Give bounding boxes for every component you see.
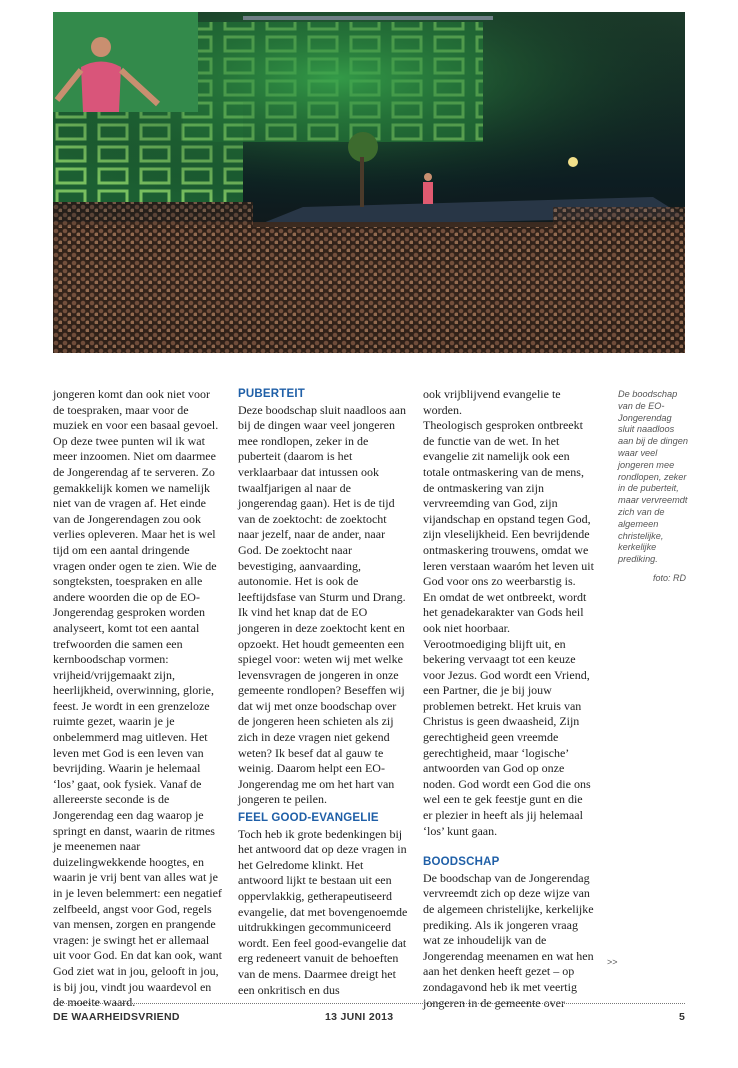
column-2-text-2: Toch heb ik grote bedenkingen bij het antwoord dat op deze vragen in het Gelredome klinkt. Het antwoord lijkt te bestaan uit een oppervlakkig, getherapeutiseerd evangelie, dat met bovengenoemde uitdrukkingen gecommuniceerd wordt. Een feel good-evangelie dat erg redeneert vanuit de behoeften van de mens. Daarmee dreigt het een onkritisch en dus [238,826,408,997]
article-column-1 [53,387,223,1011]
footer-page-number: 5 [679,1011,686,1023]
footer-magazine: DE WAARHEIDSVRIEND [53,1011,180,1023]
photo-credit: foto: RD [652,573,686,583]
column-3-text-2: Theologisch gesproken ontbreekt de functie van de wet. In het evangelie zit namelijk ook een totale ontmaskering van de mens, de ontmaskering van zijn vervreemding van God, zijn vijandschap en opstand tegen God, zijn vleselijkheid. Een bevrijdende ontmaskering trouwens, omdat we leren verstaan waaróm het leven uit God voor ons zo weerbarstig is. [423,418,594,589]
column-3-text-3: En omdat de wet ontbreekt, wordt het genadekarakter van Gods heil ook niet hoorbaar. Verootmoediging blijft uit, en bekering vervaagt tot een keuze voor Jezus. God wordt een Vriend, een Partner, die je bij jouw problemen betrekt. Het kruis van Christus is geen dwaasheid, Zijn gerechtigheid geen vreemde gerechtigheid, maar ‘logische’ antwoorden van God op onze noden. God wordt een God die ons wel een te gek feestje gunt en die er plezier in heeft als jij helemaal ‘los’ kunt gaan. [423,589,591,838]
column-3-text-4: De boodschap van de Jongerendag vervreemdt zich op deze wijze van de algemeen christelijke, kerkelijke prediking. Als ik jongeren vraag wat ze inhoudelijk van de Jongerendag meenamen en wat hen aan het denken heeft gezet – op zondagavond heb ik met veertig jongeren in de gemeente over [423,870,594,1010]
heading-boodschap: BOODSCHAP [423,856,500,869]
column-2-text-1: Deze boodschap sluit naadloos aan bij de dingen waar veel jongeren mee rondlopen, zeker in de puberteit (daarom is het verklaarbaar dat intussen ook twaalfjarigen al naar de jongerendag gaan). Het is de tijd van de zoektocht: de zoektocht naar jezelf, naar de ander, naar God. De zoektocht naar bevestiging, aanvaarding, autonomie. Het is ook de leeftijdsfase van Sturm und Drang. Ik vind het knap dat de EO jongeren in deze zoektocht kent en opzoekt. Het houdt gemeenten een spiegel voor: weten wij met welke levensvragen de jongeren in onze gemeente rondlopen? Beseffen wij dat wij met onze boodschap over de jongeren heen schieten als zij zich in deze vragen niet gekend weten? Ik besef dat al gauw te weinig. Daarom helpt een EO-Jongerendag me om het hart van jongeren te peilen. [238,402,406,807]
stage-photo [53,12,685,353]
heading-puberteit: PUBERTEIT [238,388,305,400]
heading-feel-good-evangelie: FEEL GOOD-EVANGELIE [238,812,379,825]
photo-caption: De boodschap van de EO-Jongerendag sluit naadloos aan bij de dingen waar veel jongeren mee rondlopen, zeker in de puberteit, maar vervreemdt zich van de algemeen christelijke, kerkelijke prediking. [618,389,688,565]
article-column-2 [238,387,410,998]
continued-marker: >> [607,957,618,967]
column-1-text: jongeren komt dan ook niet voor de toespraken, maar voor de muziek en voor een basaal gevoel. Op deze twee punten wil ik wat meer inzoomen. Niet om daarmee de Jongerendag af te serveren. Zo gemakkelijk komen we namelijk niet van de vragen af. Het einde van de Jongerendagen zou ook verlies opleveren. Maar het is wel tijd om een aantal dringende vragen onder ogen te zien. Wie de songteksten, toespraken en alle andere woorden die op de EO-Jongerendag gesproken worden analyseert, komt tot een aantal trefwoorden die samen een kernboodschap vormen: vrijheid/vrijgemaakt zijn, heerlijkheid, overwinning, glorie, feest. Je wordt in een grenzeloze ruimte gezet, waarin je je onbelemmerd mag uitleven. Het leven met God is een leven van bevrijding. Waarin je helemaal ‘los’ gaat, ook fysiek. Vanaf de allereerste seconde is de Jongerendag een dag waarop je springt en danst, waarin de ritmes je meenemen naar duizelingwekkende hoogtes, en waarin je vrij bent van alles wat je in je leven belemmert: een negatief zelfbeeld, angst voor God, regels van mensen, zorgen en prangende vragen: je swingt het er allemaal uit voor God. En dat kan ook, want God ziet wat in jou, gelooft in jou, is bij jou, vindt jou waardevol en de moeite waard. [53,387,222,1010]
footer-rule [53,1003,685,1004]
article-column-3 [423,387,594,1011]
column-3-text-1: ook vrijblijvend evangelie te worden. [423,387,561,417]
footer-date: 13 JUNI 2013 [325,1011,394,1023]
